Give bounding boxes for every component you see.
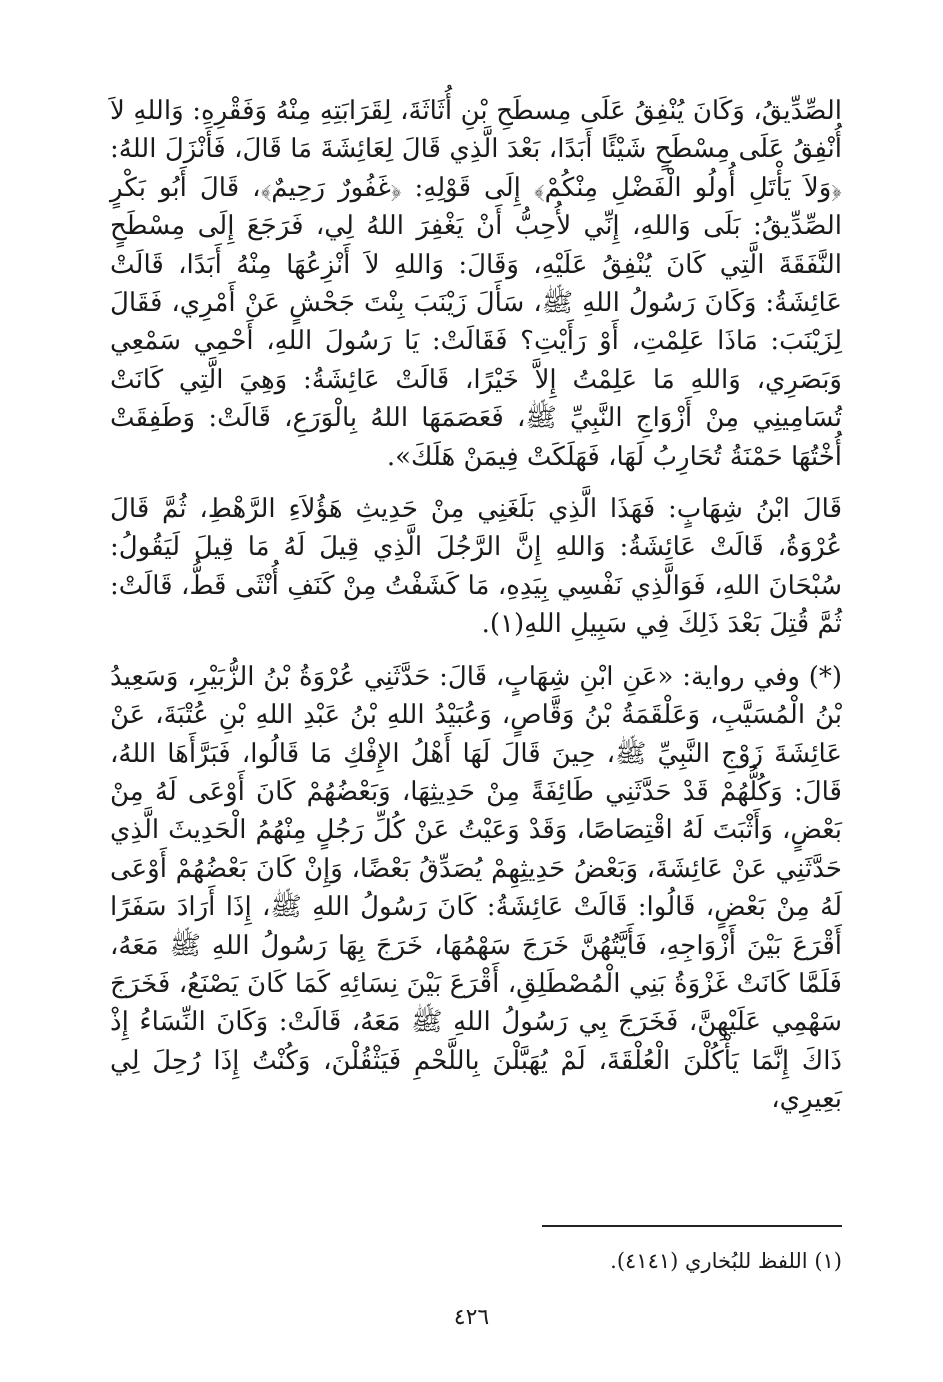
paragraph-1: الصِّدِّيقُ، وَكَانَ يُنْفِقُ عَلَى مِسطَحِ بْنِ أُثَاثَةَ، لِقَرَابَتِهِ مِنْهُ وَفَقْرِهِ: وَاللهِ لاَ أُنْفِقُ عَلَى مِسْطَحٍ شَيْئًا أَبَدًا، بَعْدَ الَّذِي قَالَ لِعَائِشَةَ مَا قَالَ، فَأَنْزَلَ اللهُ: ﴿وَلاَ يَأْتَلِ أُولُو الْفَضْلِ مِنْكُمْ﴾ إِلَى قَوْلِهِ: ﴿غَفُورٌ رَحِيمٌ﴾، قَالَ أَبُو بَكْرٍ الصِّدِّيقُ: بَلَى وَاللهِ، إِنِّي لأُحِبُّ أَنْ يَغْفِرَ اللهُ لِي، فَرَجَعَ إِلَى مِسْطَحٍ النَّفَقَةَ الَّتِي كَانَ يُنْفِقُ عَلَيْهِ، وَقَالَ: وَاللهِ لاَ أَنْزِعُهَا مِنْهُ أَبَدًا، قَالَتْ عَائِشَةُ: وَكَانَ رَسُولُ اللهِ ﷺ، سَأَلَ زَيْنَبَ بِنْتَ جَحْشٍ عَنْ أَمْرِي، فَقَالَ لِزَيْنَبَ: مَاذَا عَلِمْتِ، أَوْ رَأَيْتِ؟ فَقَالَتْ: يَا رَسُولَ اللهِ، أَحْمِي سَمْعِي وَبَصَرِي، وَاللهِ مَا عَلِمْتُ إِلاَّ خَيْرًا، قَالَتْ عَائِشَةُ: وَهِيَ الَّتِي كَانَتْ تُسَامِينِي مِنْ أَزْوَاجِ النَّبِيِّ ﷺ، فَعَصَمَهَا اللهُ بِالْوَرَعِ، قَالَتْ: وَطَفِقَتْ أُخْتُهَا حَمْنَةُ تُحَارِبُ لَهَا، فَهَلَكَتْ فِيمَنْ هَلَكَ». (110, 96, 842, 472)
footnote: (١) اللفظ للبُخاري (٤١٤١). (610, 1249, 842, 1273)
paragraph-3: (*) وفي رواية: «عَنِ ابْنِ شِهَابٍ، قَالَ: حَدَّثَنِي عُرْوَةُ بْنُ الزُّبَيْرِ، وَسَعِيدُ بْنُ الْمُسَيَّبِ، وَعَلْقَمَةُ بْنُ وَقَّاصٍ، وَعُبَيْدُ اللهِ بْنُ عَبْدِ اللهِ بْنِ عُتْبَةَ، عَنْ عَائِشَةَ زَوْجِ النَّبِيِّ ﷺ، حِينَ قَالَ لَهَا أَهْلُ الإِفْكِ مَا قَالُوا، فَبَرَّأَهَا اللهُ، قَالَ: وَكُلُّهُمْ قَدْ حَدَّثَنِي طَائِفَةً مِنْ حَدِيثِهَا، وَبَعْضُهُمْ كَانَ أَوْعَى لَهُ مِنْ بَعْضٍ، وَأَثْبَتَ لَهُ اقْتِصَاصًا، وَقَدْ وَعَيْتُ عَنْ كُلِّ رَجُلٍ مِنْهُمُ الْحَدِيثَ الَّذِي حَدَّثَنِي عَنْ عَائِشَةَ، وَبَعْضُ حَدِيثِهِمْ يُصَدِّقُ بَعْضًا، وَإِنْ كَانَ بَعْضُهُمْ أَوْعَى لَهُ مِنْ بَعْضٍ، قَالُوا: قَالَتْ عَائِشَةُ: كَانَ رَسُولُ اللهِ ﷺ، إِذَا أَرَادَ سَفَرًا أَقْرَعَ بَيْنَ أَزْوَاجِهِ، فَأَيَّتُهُنَّ خَرَجَ سَهْمُهَا، خَرَجَ بِهَا رَسُولُ اللهِ ﷺ مَعَهُ، فَلَمَّا كَانَتْ غَزْوَةُ بَنِي الْمُصْطَلِقِ، أَقْرَعَ بَيْنَ نِسَائِهِ كَمَا كَانَ يَصْنَعُ، فَخَرَجَ سَهْمِي عَلَيْهِنَّ، فَخَرَجَ بِي رَسُولُ اللهِ ﷺ مَعَهُ، قَالَتْ: وَكَانَ النِّسَاءُ إِذْ ذَاكَ إِنَّمَا يَأْكُلْنَ الْعُلْقَةَ، لَمْ يُهَبَّلْنَ بِاللَّحْمِ فَيَثْقُلْنَ، وَكُنْتُ إِذَا رُحِلَ لِي بَعِيرِي، (110, 661, 842, 1115)
paragraph-2: قَالَ ابْنُ شِهَابٍ: فَهَذَا الَّذِي بَلَغَنِي مِنْ حَدِيثِ هَؤُلاَءِ الرَّهْطِ، ثُمَّ قَالَ عُرْوَةُ، قَالَتْ عَائِشَةُ: وَاللهِ إِنَّ الرَّجُلَ الَّذِي قِيلَ لَهُ مَا قِيلَ لَيَقُولُ: سُبْحَانَ اللهِ، فَوَالَّذِي نَفْسِي بِيَدِهِ، مَا كَشَفْتُ مِنْ كَنَفِ أُنْثَى قَطُّ، قَالَتْ: ثُمَّ قُتِلَ بَعْدَ ذَلِكَ فِي سَبِيلِ اللهِ(١). (110, 494, 842, 640)
page-number: ٤٢٦ (453, 1305, 490, 1330)
footnote-divider (542, 1225, 842, 1227)
page-body (110, 92, 842, 1119)
